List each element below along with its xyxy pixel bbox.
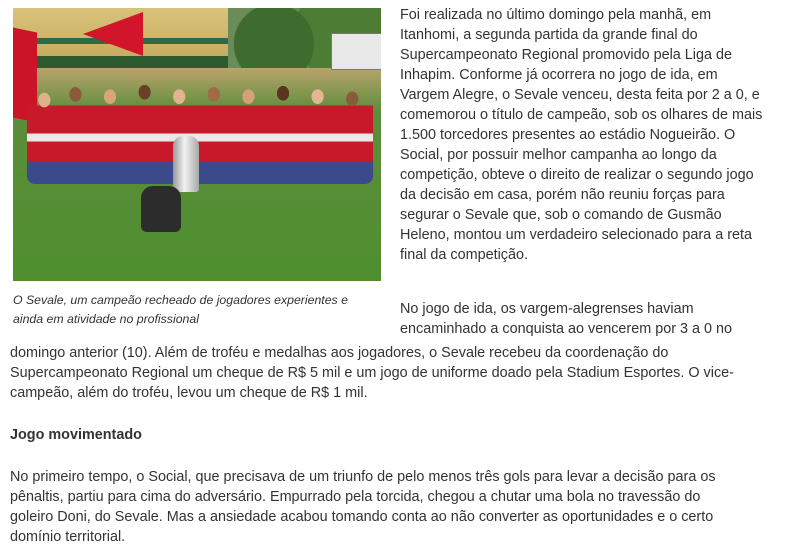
text-line: segurar o Sevale que, sob o comando de Gusmão: [400, 207, 722, 223]
photo-caption: [13, 291, 403, 329]
text-line: final da competição.: [400, 247, 528, 263]
text-line: 1.500 torcedores presentes ao estádio Nogueirão. O: [400, 127, 736, 143]
caption-line: O Sevale, um campeão recheado de jogadores experientes e: [13, 293, 348, 307]
red-flag: [83, 12, 143, 56]
text-line: Supercampeonato Regional um cheque de R$ 5 mil e um jogo de uniforme doado pela Stadium Esportes. O vice-: [10, 365, 734, 381]
text-line: domingo anterior (10). Além de troféu e medalhas aos jogadores, o Sevale recebeu da coordenação do: [10, 345, 669, 361]
text-line: comemorou o título de campeão, sob os olhares de mais: [400, 107, 763, 123]
text-line: encaminhado a conquista ao vencerem por 3 a 0 no: [400, 321, 733, 337]
text-line: Vargem Alegre, o Sevale venceu, desta feita por 2 a 0, e: [400, 87, 760, 103]
text-line: No primeiro tempo, o Social, que precisava de um triunfo de pelo menos três gols para levar a decisão para os: [10, 469, 716, 485]
text-line: Inhapim. Conforme já ocorrera no jogo de ida, em: [400, 67, 718, 83]
stand-sign: [31, 56, 241, 68]
banner-board: [331, 33, 381, 70]
kneeling-player: [141, 186, 181, 232]
paragraph-intro: [400, 5, 798, 265]
text-line: Foi realizada no último domingo pela manhã, em: [400, 7, 712, 23]
team-players-group: [27, 72, 373, 184]
section-heading: Jogo movimentado: [10, 427, 142, 443]
paragraph-first-half: [10, 467, 796, 547]
text-line: domínio territorial.: [10, 529, 126, 545]
text-line: pênaltis, partiu para cima do adversário. Empurrado pela torcida, chegou a chutar uma bola no travessão do: [10, 489, 701, 505]
photo-figure: [13, 8, 381, 329]
text-line: Social, por possuir melhor campanha ao longo da: [400, 147, 717, 163]
paragraph-first-leg-continued: [10, 343, 796, 403]
text-line: Heleno, montou um verdadeiro selecionado para a reta: [400, 227, 752, 243]
text-line: campeão, além do troféu, levou um cheque de R$ 1 mil.: [10, 385, 368, 401]
text-line: goleiro Doni, do Sevale. Mas a ansiedade acabou tomando conta ao não converter as oportunidades e o certo: [10, 509, 714, 525]
text-line: da decisão em casa, porém não reuniu forças para: [400, 187, 725, 203]
text-line: No jogo de ida, os vargem-alegrenses haviam: [400, 301, 694, 317]
text-line: competição, obteve o direito de realizar o segundo jogo: [400, 167, 754, 183]
caption-line: ainda em atividade no profissional: [13, 312, 199, 326]
text-line: Supercampeonato Regional promovido pela Liga de: [400, 47, 733, 63]
paragraph-first-leg: [400, 299, 798, 339]
text-line: Itanhomi, a segunda partida da grande final do: [400, 27, 698, 43]
team-photo[interactable]: [13, 8, 381, 281]
trophy: [173, 136, 199, 192]
